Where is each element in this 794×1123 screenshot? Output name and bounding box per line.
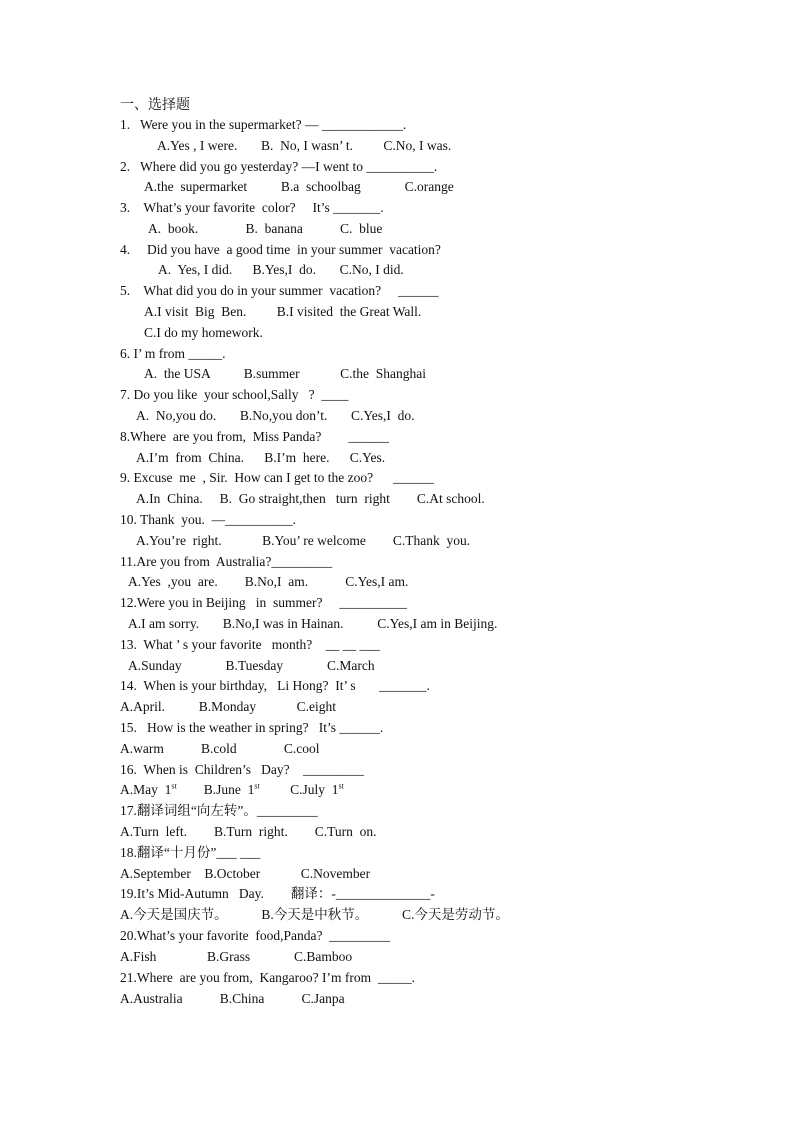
answer-options: A.Fish B.Grass C.Bamboo — [120, 949, 353, 964]
question-line: 9. Excuse me , Sir. How can I get to the zoo? ______ — [120, 470, 434, 485]
answer-options: A.Sunday B.Tuesday C.March — [128, 658, 375, 673]
answer-options: A.the supermarket B.a schoolbag C.orange — [144, 179, 454, 194]
answer-options: A. book. B. banana C. blue — [148, 221, 383, 236]
question-line: 13. What ’ s your favorite month? __ __ ___ — [120, 637, 380, 652]
question-line: 7. Do you like your school,Sally ? ____ — [120, 387, 349, 402]
section-title: 一、选择题 — [120, 98, 190, 113]
answer-options: A.Yes , I were. B. No, I wasn’ t. C.No, I was. — [157, 138, 452, 153]
question-line: 6. I’ m from _____. — [120, 346, 226, 361]
answer-options: A.Turn left. B.Turn right. C.Turn on. — [120, 824, 377, 839]
question-line: 12.Were you in Beijing in summer? __________ — [120, 595, 407, 610]
answer-options: A.April. B.Monday C.eight — [120, 699, 336, 714]
answer-options: A.May 1st B.June 1st C.July 1st — [120, 781, 344, 797]
question-line: 5. What did you do in your summer vacation? ______ — [120, 283, 439, 298]
question-line: 19.It’s Mid-Autumn Day. 翻译：-______________- — [120, 886, 435, 901]
question-line: 11.Are you from Australia?_________ — [120, 554, 333, 569]
question-line: 10. Thank you. —__________. — [120, 512, 296, 527]
question-line: 1. Were you in the supermarket? — ____________. — [120, 117, 407, 132]
answer-options: A.September B.October C.November — [120, 866, 371, 881]
answer-options: A.Yes ,you are. B.No,I am. C.Yes,I am. — [128, 574, 409, 589]
answer-options: A.I visit Big Ben. B.I visited the Great Wall. — [144, 304, 422, 319]
question-line: 16. When is Children’s Day? _________ — [120, 762, 364, 777]
answer-options: A.warm B.cold C.cool — [120, 741, 320, 756]
question-line: 18.翻译“十月份”___ ___ — [120, 845, 261, 860]
question-line: 21.Where are you from, Kangaroo? I’m from _____. — [120, 970, 416, 985]
answer-options: A. the USA B.summer C.the Shanghai — [144, 366, 426, 381]
answer-options: A. Yes, I did. B.Yes,I do. C.No, I did. — [158, 262, 404, 277]
answer-options: A.Australia B.China C.Janpa — [120, 991, 345, 1006]
answer-options: A.I am sorry. B.No,I was in Hainan. C.Yes,I am in Beijing. — [128, 616, 498, 631]
answer-options: A.You’re right. B.You’ re welcome C.Thank you. — [136, 533, 471, 548]
answer-options: C.I do my homework. — [144, 325, 263, 340]
question-line: 20.What’s your favorite food,Panda? _________ — [120, 928, 390, 943]
question-line: 3. What’s your favorite color? It’s _______. — [120, 200, 384, 215]
question-line: 17.翻译词组“向左转”。_________ — [120, 803, 318, 818]
answer-options: A.In China. B. Go straight,then turn right C.At school. — [136, 491, 485, 506]
answer-options: A.今天是国庆节。 B.今天是中秋节。 C.今天是劳动节。 — [120, 907, 509, 922]
question-line: 8.Where are you from, Miss Panda? ______ — [120, 429, 389, 444]
question-line: 15. How is the weather in spring? It’s ______. — [120, 720, 384, 735]
answer-options: A. No,you do. B.No,you don’t. C.Yes,I do. — [136, 408, 415, 423]
question-line: 4. Did you have a good time in your summer vacation? — [120, 242, 441, 257]
question-line: 14. When is your birthday, Li Hong? It’ s _______. — [120, 678, 430, 693]
question-line: 2. Where did you go yesterday? —I went to __________. — [120, 159, 438, 174]
answer-options: A.I’m from China. B.I’m here. C.Yes. — [136, 450, 386, 465]
